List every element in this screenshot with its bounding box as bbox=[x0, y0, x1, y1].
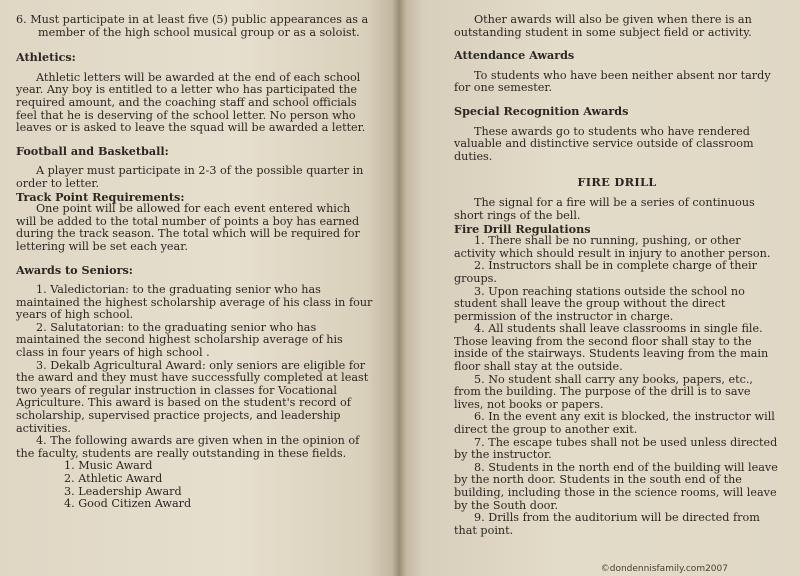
regulation-item: 5. No student shall carry any books, papers, etc., from the building. The purpose of the drill is to save lives, not books or papers. bbox=[454, 372, 753, 411]
requirement-item-6: 6. Must participate in at least five (5) public appearances as a member of the high school musical group or as a soloist. bbox=[16, 13, 369, 39]
award-list-item: 1. Music Award bbox=[64, 459, 153, 473]
left-page bbox=[0, 0, 398, 576]
award-list-item: 4. Good Citizen Award bbox=[64, 497, 192, 511]
athletics-text: Athletic letters will be awarded at the end of each school year. Any boy is entitled to a letter who has participated the required amount, and the coaching staff and school officials feel that he is deserving of the school letter. No person who leaves or is asked to leave the squad will be awarded a letter. bbox=[16, 70, 366, 135]
athletics-heading: Athletics: bbox=[16, 50, 76, 65]
other-awards-text: Other awards will also be given when there is an outstanding student in some subject field or activity. bbox=[454, 13, 752, 39]
special-recognition-heading: Special Recognition Awards bbox=[454, 103, 629, 118]
senior-award-item: 2. Salutatorian: to the graduating senior who has maintained the second highest scholarship average of his class in four years of high school . bbox=[16, 320, 343, 360]
attendance-text: To students who have been neither absent nor tardy for one semester. bbox=[454, 68, 771, 95]
football-heading: Football and Basketball: bbox=[16, 143, 169, 158]
regulation-item: 4. All students shall leave classrooms in single file. Those leaving from the second floor shall stay to the inside of the stairways. Students leaving from the main floor shall stay at the outside. bbox=[454, 322, 769, 374]
football-text: A player must participate in 2-3 of the possible quarter in order to letter. bbox=[16, 164, 364, 190]
regulation-item: 9. Drills from the auditorium will be directed from that point. bbox=[454, 511, 760, 537]
senior-award-item: 3. Dekalb Agricultural Award: only seniors are eligible for the award and they must have successfully completed at least two years of regular instruction in classes for Vocational Agriculture. This award is based on the student's record of scholarship, supervised practice projects, and leadership activities. bbox=[16, 358, 369, 435]
attendance-heading: Attendance Awards bbox=[454, 48, 575, 63]
copyright-watermark: ©dondennisfamily.com2007 bbox=[600, 564, 728, 574]
award-list bbox=[16, 460, 374, 510]
regulation-item: 7. The escape tubes shall not be used unless directed by the instructor. bbox=[454, 435, 778, 462]
regulation-item: 3. Upon reaching stations outside the school no student shall leave the group without the direct permission of the instructor in charge. bbox=[454, 284, 745, 323]
award-list-item: 2. Athletic Award bbox=[64, 472, 163, 485]
regulation-item: 1. There shall be no running, pushing, or other activity which should result in injury to another person. bbox=[454, 234, 771, 260]
book-gutter bbox=[392, 0, 406, 576]
fire-regulations-heading: Fire Drill Regulations bbox=[454, 221, 591, 236]
seniors-heading: Awards to Seniors: bbox=[16, 262, 133, 277]
senior-award-item: 4. The following awards are given when in the opinion of the faculty, students are really outstanding in these fields. bbox=[16, 434, 360, 460]
track-heading: Track Point Requirements: bbox=[16, 189, 185, 204]
regulation-item: 6. In the event any exit is blocked, the instructor will direct the group to another exit. bbox=[454, 410, 775, 437]
regulation-item: 8. Students in the north end of the building will leave by the north door. Students in the south end of the building, including those in the science rooms, will leave by the South door. bbox=[454, 460, 778, 512]
special-recognition-text: These awards go to students who have rendered valuable and distinctive service outside of classroom duties. bbox=[454, 124, 754, 163]
award-list-item: 3. Leadership Award bbox=[64, 484, 182, 498]
senior-award-item: 1. Valedictorian: to the graduating senior who has maintained the highest scholarship average of his class in four years of high school. bbox=[16, 283, 373, 322]
track-text: One point will be allowed for each event entered which will be added to the total number of points a boy has earned during the track season. The total which will be required for lettering will be set each year. bbox=[16, 202, 360, 253]
fire-drill-title: FIRE DRILL bbox=[577, 175, 657, 190]
fire-signal-text: The signal for a fire will be a series of continuous short rings of the bell. bbox=[454, 196, 755, 222]
regulation-item: 2. Instructors shall be in complete charge of their groups. bbox=[454, 259, 757, 285]
right-page bbox=[398, 0, 800, 576]
